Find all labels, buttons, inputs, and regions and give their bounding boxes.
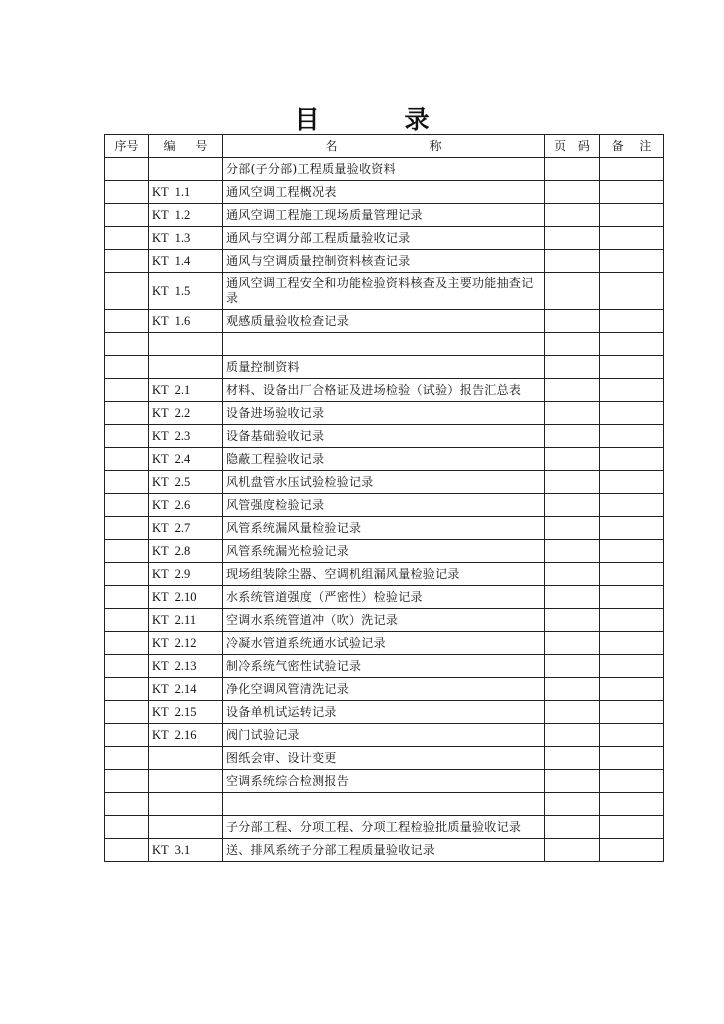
- name-cell: 制冷系统气密性试验记录: [223, 655, 545, 678]
- seq-cell: [105, 204, 149, 227]
- name-cell: 观感质量验收检查记录: [223, 310, 545, 333]
- name-cell: 风管强度检验记录: [223, 494, 545, 517]
- page-cell: [545, 770, 600, 793]
- code-cell: KT 2.13: [149, 655, 223, 678]
- note-cell: [600, 425, 664, 448]
- table-row: [105, 333, 664, 356]
- note-cell: [600, 310, 664, 333]
- note-cell: [600, 816, 664, 839]
- table-row: [105, 816, 664, 839]
- note-cell: [600, 770, 664, 793]
- note-cell: [600, 158, 664, 181]
- page-cell: [545, 204, 600, 227]
- name-cell: 通风与空调分部工程质量验收记录: [223, 227, 545, 250]
- page-cell: [545, 678, 600, 701]
- code-cell: [149, 747, 223, 770]
- code-cell: KT 1.2: [149, 204, 223, 227]
- table-row: [105, 250, 664, 273]
- note-cell: [600, 273, 664, 310]
- name-cell: 设备基础验收记录: [223, 425, 545, 448]
- seq-cell: [105, 402, 149, 425]
- table-row: [105, 471, 664, 494]
- table-row: [105, 540, 664, 563]
- code-cell: KT 1.3: [149, 227, 223, 250]
- table-row: [105, 402, 664, 425]
- table-row: [105, 273, 664, 310]
- code-cell: KT 1.6: [149, 310, 223, 333]
- code-cell: KT 2.5: [149, 471, 223, 494]
- table-row: [105, 839, 664, 862]
- table-row: [105, 655, 664, 678]
- page-cell: [545, 250, 600, 273]
- code-cell: KT 2.12: [149, 632, 223, 655]
- note-cell: [600, 839, 664, 862]
- code-cell: KT 2.2: [149, 402, 223, 425]
- note-cell: [600, 227, 664, 250]
- page-cell: [545, 517, 600, 540]
- code-cell: [149, 333, 223, 356]
- code-cell: KT 2.6: [149, 494, 223, 517]
- note-cell: [600, 540, 664, 563]
- header-page: 页 码: [545, 135, 600, 158]
- page-cell: [545, 448, 600, 471]
- table-row: [105, 609, 664, 632]
- table-row: [105, 356, 664, 379]
- seq-cell: [105, 816, 149, 839]
- name-cell: 图纸会审、设计变更: [223, 747, 545, 770]
- table-row: [105, 310, 664, 333]
- table-row: [105, 227, 664, 250]
- contents-body: [105, 158, 664, 862]
- name-cell: 通风空调工程概况表: [223, 181, 545, 204]
- page-cell: [545, 586, 600, 609]
- page-cell: [545, 793, 600, 816]
- code-cell: KT 2.11: [149, 609, 223, 632]
- seq-cell: [105, 747, 149, 770]
- page-cell: [545, 701, 600, 724]
- seq-cell: [105, 609, 149, 632]
- name-cell: 通风与空调质量控制资料核查记录: [223, 250, 545, 273]
- note-cell: [600, 494, 664, 517]
- seq-cell: [105, 448, 149, 471]
- name-cell: 现场组装除尘器、空调机组漏风量检验记录: [223, 563, 545, 586]
- code-cell: KT 2.10: [149, 586, 223, 609]
- seq-cell: [105, 770, 149, 793]
- name-cell: 阀门试验记录: [223, 724, 545, 747]
- code-cell: KT 2.1: [149, 379, 223, 402]
- note-cell: [600, 747, 664, 770]
- page-cell: [545, 816, 600, 839]
- table-row: [105, 494, 664, 517]
- seq-cell: [105, 310, 149, 333]
- table-row: [105, 793, 664, 816]
- name-cell: 风管系统漏光检验记录: [223, 540, 545, 563]
- table-row: [105, 747, 664, 770]
- table-row: [105, 563, 664, 586]
- code-cell: [149, 793, 223, 816]
- name-cell: 设备进场验收记录: [223, 402, 545, 425]
- code-cell: KT 2.4: [149, 448, 223, 471]
- name-cell: 分部(子分部)工程质量验收资料: [223, 158, 545, 181]
- name-cell: 空调系统综合检测报告: [223, 770, 545, 793]
- seq-cell: [105, 471, 149, 494]
- name-cell: 净化空调风管清洗记录: [223, 678, 545, 701]
- seq-cell: [105, 678, 149, 701]
- page-cell: [545, 181, 600, 204]
- seq-cell: [105, 540, 149, 563]
- code-cell: KT 2.7: [149, 517, 223, 540]
- seq-cell: [105, 181, 149, 204]
- page-cell: [545, 333, 600, 356]
- name-cell: 通风空调工程安全和功能检验资料核查及主要功能抽查记录: [223, 273, 545, 310]
- page-cell: [545, 747, 600, 770]
- seq-cell: [105, 425, 149, 448]
- note-cell: [600, 448, 664, 471]
- name-cell: [223, 793, 545, 816]
- name-cell: 设备单机试运转记录: [223, 701, 545, 724]
- code-cell: [149, 770, 223, 793]
- name-cell: 质量控制资料: [223, 356, 545, 379]
- seq-cell: [105, 333, 149, 356]
- seq-cell: [105, 517, 149, 540]
- page-cell: [545, 356, 600, 379]
- table-row: [105, 632, 664, 655]
- seq-cell: [105, 563, 149, 586]
- note-cell: [600, 793, 664, 816]
- seq-cell: [105, 227, 149, 250]
- table-row: [105, 448, 664, 471]
- table-row: [105, 158, 664, 181]
- code-cell: [149, 816, 223, 839]
- name-cell: 空调水系统管道冲（吹）洗记录: [223, 609, 545, 632]
- header-row: [105, 135, 664, 158]
- seq-cell: [105, 839, 149, 862]
- note-cell: [600, 333, 664, 356]
- page-cell: [545, 724, 600, 747]
- seq-cell: [105, 250, 149, 273]
- seq-cell: [105, 655, 149, 678]
- page-cell: [545, 471, 600, 494]
- seq-cell: [105, 586, 149, 609]
- page-title: 目 录: [294, 105, 460, 134]
- note-cell: [600, 250, 664, 273]
- note-cell: [600, 402, 664, 425]
- table-row: [105, 586, 664, 609]
- header-seq: 序号: [105, 135, 149, 158]
- seq-cell: [105, 273, 149, 310]
- note-cell: [600, 181, 664, 204]
- code-cell: KT 2.8: [149, 540, 223, 563]
- name-cell: 材料、设备出厂合格证及进场检验（试验）报告汇总表: [223, 379, 545, 402]
- header-note: 备 注: [600, 135, 664, 158]
- code-cell: KT 2.9: [149, 563, 223, 586]
- name-cell: 冷凝水管道系统通水试验记录: [223, 632, 545, 655]
- page-cell: [545, 563, 600, 586]
- note-cell: [600, 655, 664, 678]
- table-row: [105, 425, 664, 448]
- name-cell: 风管系统漏风量检验记录: [223, 517, 545, 540]
- note-cell: [600, 724, 664, 747]
- note-cell: [600, 701, 664, 724]
- page-cell: [545, 839, 600, 862]
- code-cell: KT 1.4: [149, 250, 223, 273]
- note-cell: [600, 678, 664, 701]
- table-row: [105, 204, 664, 227]
- page-cell: [545, 158, 600, 181]
- note-cell: [600, 586, 664, 609]
- table-row: [105, 701, 664, 724]
- header-code: 编 号: [149, 135, 223, 158]
- header-name: 名 称: [223, 135, 545, 158]
- table-row: [105, 678, 664, 701]
- note-cell: [600, 632, 664, 655]
- page-cell: [545, 425, 600, 448]
- name-cell: 隐蔽工程验收记录: [223, 448, 545, 471]
- seq-cell: [105, 158, 149, 181]
- name-cell: [223, 333, 545, 356]
- code-cell: KT 2.3: [149, 425, 223, 448]
- seq-cell: [105, 793, 149, 816]
- seq-cell: [105, 632, 149, 655]
- name-cell: 水系统管道强度（严密性）检验记录: [223, 586, 545, 609]
- table-row: [105, 770, 664, 793]
- code-cell: KT 3.1: [149, 839, 223, 862]
- code-cell: KT 1.1: [149, 181, 223, 204]
- note-cell: [600, 563, 664, 586]
- page-cell: [545, 310, 600, 333]
- seq-cell: [105, 494, 149, 517]
- code-cell: KT 1.5: [149, 273, 223, 310]
- page-cell: [545, 540, 600, 563]
- page-cell: [545, 273, 600, 310]
- table-row: [105, 724, 664, 747]
- seq-cell: [105, 356, 149, 379]
- page-cell: [545, 632, 600, 655]
- seq-cell: [105, 701, 149, 724]
- note-cell: [600, 356, 664, 379]
- note-cell: [600, 379, 664, 402]
- note-cell: [600, 471, 664, 494]
- table-row: [105, 517, 664, 540]
- seq-cell: [105, 724, 149, 747]
- page-cell: [545, 402, 600, 425]
- contents-table: [104, 134, 664, 862]
- page-cell: [545, 609, 600, 632]
- page-cell: [545, 379, 600, 402]
- code-cell: [149, 356, 223, 379]
- code-cell: KT 2.16: [149, 724, 223, 747]
- code-cell: [149, 158, 223, 181]
- name-cell: 送、排风系统子分部工程质量验收记录: [223, 839, 545, 862]
- note-cell: [600, 517, 664, 540]
- page-cell: [545, 494, 600, 517]
- page-cell: [545, 227, 600, 250]
- seq-cell: [105, 379, 149, 402]
- note-cell: [600, 609, 664, 632]
- code-cell: KT 2.14: [149, 678, 223, 701]
- table-row: [105, 379, 664, 402]
- note-cell: [600, 204, 664, 227]
- name-cell: 通风空调工程施工现场质量管理记录: [223, 204, 545, 227]
- name-cell: 子分部工程、分项工程、分项工程检验批质量验收记录: [223, 816, 545, 839]
- page-cell: [545, 655, 600, 678]
- table-row: [105, 181, 664, 204]
- code-cell: KT 2.15: [149, 701, 223, 724]
- name-cell: 风机盘管水压试验检验记录: [223, 471, 545, 494]
